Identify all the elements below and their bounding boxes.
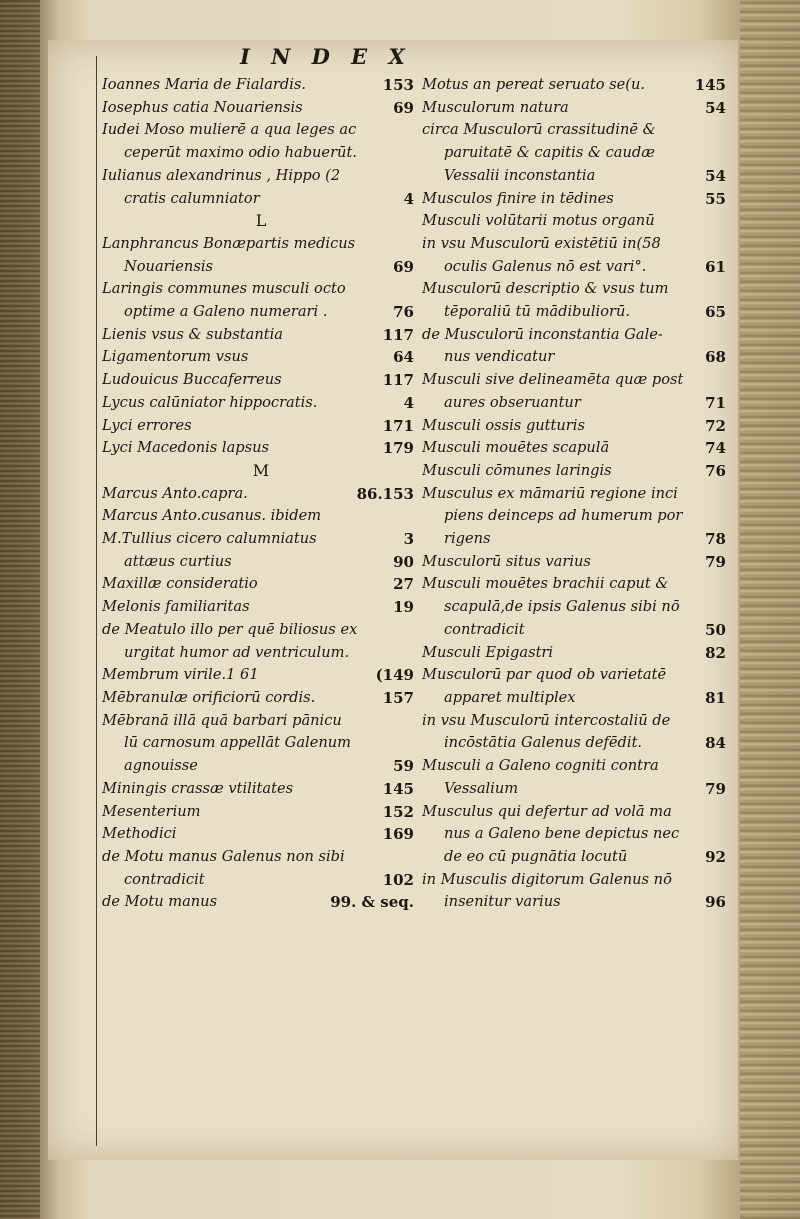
index-page-number: 74 [705,439,726,458]
index-entry-text: urgitat humor ad ventriculum. [124,643,350,661]
index-page-number: 54 [705,98,726,117]
index-entry-text: Mēbranulæ orificiorū cordis. [102,688,316,706]
index-page-number: 4 [403,189,414,208]
index-entry [102,551,420,574]
index-entry [102,369,420,392]
index-page-number: 19 [393,598,414,617]
index-entry-text: attæus curtius [124,552,232,570]
index-entry [102,188,420,211]
index-entry [102,505,420,528]
index-page-number: 117 [382,371,414,390]
index-entry [422,188,742,211]
index-entry [422,233,742,256]
index-page-number: 79 [705,779,726,798]
index-page-number: 65 [705,303,726,322]
index-entry [102,869,420,892]
index-entry [422,97,742,120]
index-page-number: 102 [382,870,414,889]
index-entry [102,778,420,801]
index-entry-text: Lycus calūniator hippocratis. [102,393,318,411]
section-letter [102,210,420,233]
index-entry [102,528,420,551]
index-entry-text: Iudei Moso mulierē a qua leges ac [102,121,357,139]
index-entry-text: Maxillæ consideratio [102,575,258,593]
index-page-number: 50 [705,620,726,639]
index-entry [102,483,420,506]
index-entry-text: nus a Galeno bene depictus nec [444,825,680,843]
index-page-number: 59 [393,757,414,776]
index-page-number: 69 [393,98,414,117]
index-entry-text: scapulā,de ipsis Galenus sibi nō [444,598,680,616]
index-entry-text: ceperūt maximo odio habuerūt. [124,144,357,162]
index-entry-text: rigens [444,530,491,548]
index-entry [102,119,420,142]
index-column-left [102,74,420,914]
index-page-number: 86.153 [356,484,414,503]
index-entry [422,891,742,914]
index-page-number: 96 [705,893,726,912]
index-entry [422,642,742,665]
index-page-number: 61 [705,257,726,276]
index-entry-text: L [255,211,267,231]
index-entry-text: Motus an pereat seruato se(u. [422,76,646,93]
index-entry-text: circa Musculorū crassitudinē & [422,121,656,139]
index-entry [102,74,420,97]
index-entry [422,324,742,347]
index-entry-text: apparet multiplex [444,688,576,706]
index-entry-text: incōstātia Galenus defēdit. [444,734,643,752]
index-entry-text: M [252,460,270,480]
index-page-number: 54 [705,166,726,185]
index-entry-text: M.Tullius cicero calumniatus [102,530,317,548]
index-entry-text: Musculi ossis gutturis [422,416,585,434]
index-entry [102,324,420,347]
index-entry-text: Marcus Anto.capra. [102,484,248,502]
index-entry [422,823,742,846]
index-entry [422,869,742,892]
index-page-number: 152 [382,802,414,821]
index-entry-text: Musculi mouētes scapulā [422,439,610,457]
index-page-number: 71 [705,393,726,412]
index-entry-text: nus vendicatur [444,348,555,366]
margin-rule [96,56,97,1146]
index-entry-text: Musculorum natura [422,98,569,116]
index-entry [422,483,742,506]
index-entry [102,97,420,120]
index-entry-text: cratis calumniator [124,189,260,207]
index-page-number: (149 [375,666,414,685]
index-entry [422,210,742,233]
index-page-number: 64 [393,348,414,367]
index-entry [102,755,420,778]
page-header: I N D E X [240,44,412,69]
index-page-number: 4 [403,393,414,412]
index-entry-text: Miningis crassæ vtilitates [102,779,294,797]
index-entry-text: Lienis vsus & substantia [102,325,283,343]
index-entry [102,891,420,914]
index-entry-text: Musculi mouētes brachii caput & [422,575,669,593]
index-entry [102,823,420,846]
index-entry [102,687,420,710]
index-entry [102,346,420,369]
index-entry-text: in vsu Musculorū intercostaliū de [422,711,671,729]
index-entry-text: Marcus Anto.cusanus. ibidem [102,507,322,525]
index-entry [102,619,420,642]
index-entry-text: contradicit [444,620,525,638]
index-page-number: 169 [382,825,414,844]
index-entry [422,74,742,97]
index-entry-text: Lyci errores [102,416,192,434]
index-entry [422,573,742,596]
index-page-number: 76 [705,461,726,480]
index-entry [422,346,742,369]
index-entry [102,392,420,415]
index-entry [102,664,420,687]
index-entry-text: Nouariensis [124,257,213,275]
index-entry-text: Ioannes Maria de Fialardis. [102,76,307,93]
index-entry-text: oculis Galenus nō est vari°. [444,257,647,275]
index-entry [422,165,742,188]
index-entry-text: Melonis familiaritas [102,598,250,616]
index-entry [422,551,742,574]
index-entry [422,732,742,755]
index-entry-text: insenitur varius [444,893,561,911]
index-entry-text: Musculi a Galeno cogniti contra [422,757,659,775]
index-page-number: 92 [705,847,726,866]
index-entry [422,460,742,483]
index-page-number: 55 [705,189,726,208]
index-entry-text: aures obseruantur [444,393,581,411]
index-page-number: 90 [393,552,414,571]
index-entry [422,801,742,824]
index-page-number: 84 [705,734,726,753]
index-entry [422,415,742,438]
index-entry [422,778,742,801]
index-entry [102,596,420,619]
index-page-number: 117 [382,325,414,344]
index-page-number: 99. & seq. [330,893,414,912]
index-page-number: 145 [694,76,726,94]
index-page-number: 79 [705,552,726,571]
index-entry-text: de Musculorū inconstantia Gale- [422,325,663,343]
index-entry-text: Laringis communes musculi octo [102,280,346,298]
index-entry-text: paruitatē & capitis & caudæ [444,144,655,162]
index-entry-text: lū carnosum appellāt Galenum [124,734,351,752]
index-entry-text: tēporaliū tū mādibuliorū. [444,303,631,321]
index-page-number: 27 [393,575,414,594]
index-entry [102,801,420,824]
index-entry [102,142,420,165]
index-entry [422,755,742,778]
index-page-number: 157 [382,688,414,707]
index-entry [422,142,742,165]
index-entry-text: Musculos finire in tēdines [422,189,614,207]
index-entry-text: Methodici [102,825,177,843]
index-entry-text: Membrum virile.1 61 [102,666,259,684]
index-entry [102,165,420,188]
index-entry-text: de Motu manus Galenus non sibi [102,847,345,865]
index-column-right [422,74,742,914]
index-entry-text: agnouisse [124,757,198,775]
index-entry [422,664,742,687]
index-entry-text: optime a Galeno numerari . [124,303,328,321]
index-page-number: 68 [705,348,726,367]
index-page-number: 153 [382,76,414,94]
index-entry-text: Musculi Epigastri [422,643,554,661]
index-entry [102,278,420,301]
index-entry-text: Musculi volūtarii motus organū [422,212,655,230]
index-entry [102,573,420,596]
index-entry-text: Ligamentorum vsus [102,348,249,366]
index-page-number: 72 [705,416,726,435]
index-entry-text: contradicit [124,870,205,888]
index-entry-text: in Musculis digitorum Galenus nō [422,870,672,888]
index-entry [422,505,742,528]
index-page-number: 171 [382,416,414,435]
index-entry [102,415,420,438]
index-entry [102,233,420,256]
index-page-number: 82 [705,643,726,662]
index-entry [422,392,742,415]
index-entry [102,710,420,733]
index-entry-text: Iulianus alexandrinus , Hippo (2 [102,166,341,184]
index-entry [102,642,420,665]
index-entry-text: Mēbranā illā quā barbari pānicu [102,711,342,729]
index-entry [422,528,742,551]
index-entry [102,301,420,324]
index-entry [422,687,742,710]
index-entry [422,619,742,642]
index-entry-text: Ludouicus Buccaferreus [102,371,282,389]
index-entry-text: Musculus ex māmariū regione inci [422,484,678,502]
index-page-number: 76 [393,303,414,322]
index-entry [422,301,742,324]
index-entry-text: de Motu manus [102,893,218,911]
index-entry-text: de Meatulo illo per quē biliosus ex [102,620,358,638]
index-entry [102,846,420,869]
index-entry [102,256,420,279]
index-entry [422,369,742,392]
index-entry-text: Musculi cōmunes laringis [422,461,612,479]
page-stack-edge [740,0,800,1219]
index-entry-text: Musculi sive delineamēta quæ post [422,371,684,389]
index-entry-text: Lanphrancus Bonæpartis medicus [102,234,356,252]
index-entry-text: piens deinceps ad humerum por [444,507,683,525]
index-entry-text: Musculus qui defertur ad volā ma [422,802,672,820]
index-page-number: 78 [705,530,726,549]
index-entry [422,596,742,619]
book-binding-edge [0,0,40,1219]
index-entry [422,119,742,142]
index-entry-text: Mesenterium [102,802,201,820]
index-entry-text: Vessalium [444,779,519,797]
index-entry-text: Musculorū descriptio & vsus tum [422,280,669,298]
index-page-number: 145 [382,779,414,798]
index-page-number: 81 [705,688,726,707]
index-entry [102,732,420,755]
index-entry [422,278,742,301]
index-entry-text: Musculorū situs varius [422,552,591,570]
index-entry [102,437,420,460]
index-entry [422,256,742,279]
index-entry [422,710,742,733]
index-page-number: 69 [393,257,414,276]
index-entry [422,846,742,869]
index-entry-text: Iosephus catia Nouariensis [102,98,303,116]
index-entry-text: in vsu Musculorū existētiū in(58 [422,234,661,252]
index-entry-text: de eo cū pugnātia locutū [444,847,628,865]
index-entry-text: Musculorū par quod ob varietatē [422,666,667,684]
index-entry-text: Lyci Macedonis lapsus [102,439,270,457]
index-page-number: 3 [403,530,414,549]
index-entry-text: Vessalii inconstantia [444,166,596,184]
index-entry [422,437,742,460]
section-letter [102,460,420,483]
index-page-number: 179 [382,439,414,458]
